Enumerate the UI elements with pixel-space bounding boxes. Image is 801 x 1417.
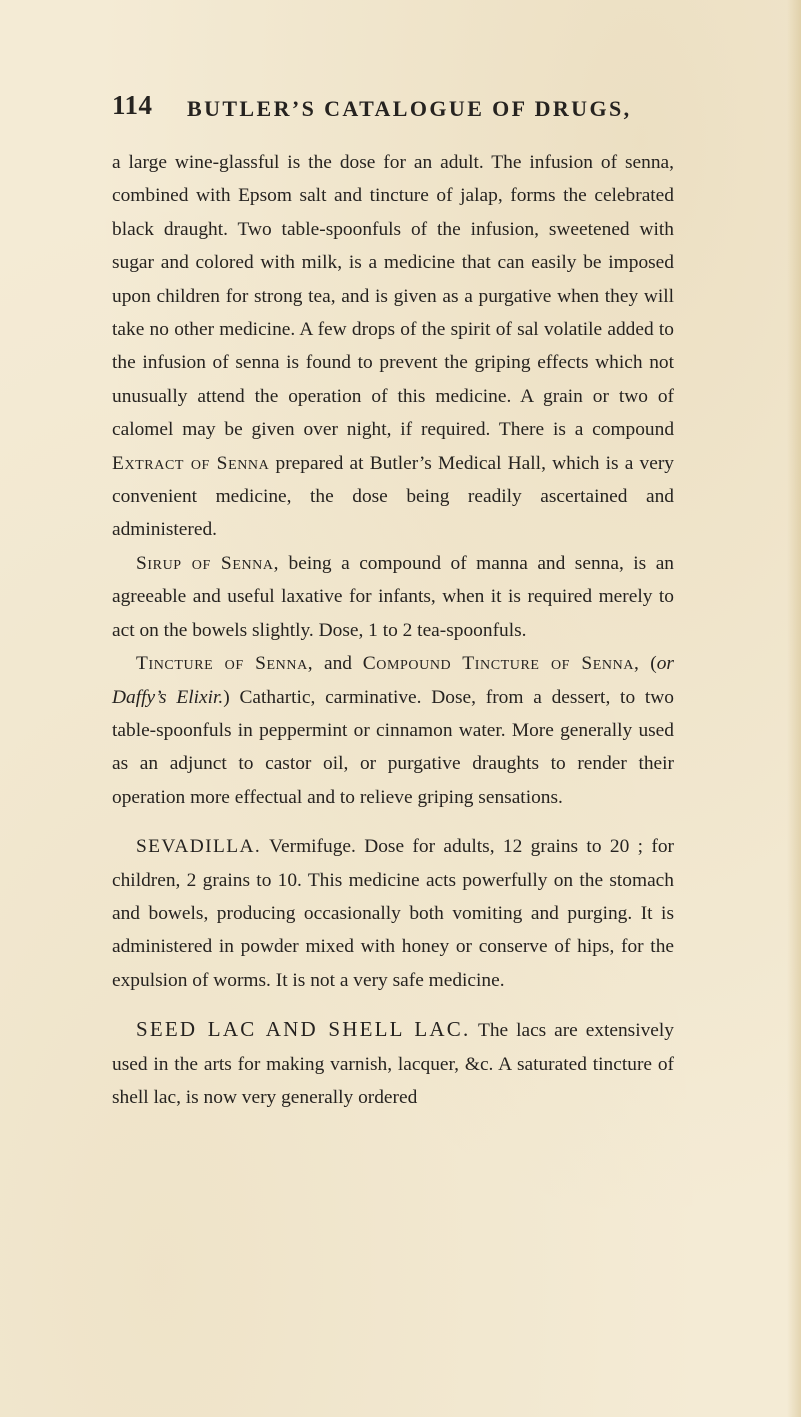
entry-sevadilla bbox=[112, 830, 674, 997]
page-body bbox=[112, 146, 674, 1114]
page-number: 114 bbox=[112, 90, 153, 120]
page-header bbox=[112, 90, 672, 130]
page-edge-shadow bbox=[787, 0, 801, 1417]
paragraph-text: prepared at Butler’s Medical Hall, which is a very convenient medicine, the dose being readily ascertained and administered. bbox=[112, 452, 674, 541]
entry-heading: SEED LAC AND SHELL LAC. bbox=[136, 1017, 471, 1042]
paragraph-text: a large wine-glassful is the dose for an adult. The infusion of senna, combined with Epsom salt and tincture of jalap, forms the celebrated black draught. Two table-spoonfuls of the infusion, sweetened with sugar and colored with milk, is a medicine that can easily be imposed upon children for strong tea, and is given as a purgative when they will take no other medicine. A few drops of the spirit of sal volatile added to the infusion of senna is found to prevent the griping effects which not unusually attend the operation of this medicine. A grain or two of calomel may be given over night, if required. bbox=[112, 152, 674, 441]
paragraph-text: There is a compound bbox=[498, 419, 675, 441]
paragraph-text: Cathartic, carminative. Dose, from a dessert, to two table-spoonfuls in peppermint or cinnamon water. More generally used as an adjunct to castor oil, or purgative draughts to render their operation more effectual and to relieve griping sensations. bbox=[112, 686, 674, 808]
small-caps-term: Sirup of Senna, bbox=[136, 552, 280, 574]
entry-seed-lac bbox=[112, 1013, 674, 1114]
running-head: BUTLER’S CATALOGUE OF DRUGS, bbox=[187, 96, 632, 121]
paragraph-tincture-of-senna bbox=[112, 647, 674, 814]
entry-text: Vermifuge. Dose for adults, 12 grains to 20 ; for children, 2 grains to 10. This medicine acts powerfully on the stomach and bowels, producing occasionally both vomiting and purging. It is administered in powder mixed with honey or conserve of hips, for the expulsion of worms. It is not a very safe medicine. bbox=[112, 836, 674, 991]
italic-term: Daffy’s Elixir. bbox=[112, 686, 224, 708]
paragraph-text: ) bbox=[223, 686, 230, 708]
paragraph-text: and bbox=[313, 653, 363, 675]
italic-text: or bbox=[656, 653, 674, 675]
small-caps-term: Extract of Senna bbox=[112, 452, 270, 474]
entry-text: The lacs are extensively used in the arts for making varnish, lacquer, &c. A saturated tincture of shell lac, is now very generally ordered bbox=[112, 1020, 674, 1108]
paragraph-text: being a compound of manna and senna, is an agreeable and useful laxative for infants, when it is required merely to act on the bowels slightly. Dose, 1 to 2 tea-spoonfuls. bbox=[112, 552, 674, 641]
entry-heading: SEVADILLA. bbox=[136, 836, 262, 858]
paragraph-senna-infusion bbox=[112, 146, 674, 547]
paragraph-sirup-of-senna bbox=[112, 547, 674, 647]
small-caps-term: Compound Tincture of Senna, bbox=[362, 653, 640, 675]
small-caps-term: Tincture of Senna, bbox=[136, 653, 314, 675]
paragraph-text: ( bbox=[639, 653, 657, 675]
